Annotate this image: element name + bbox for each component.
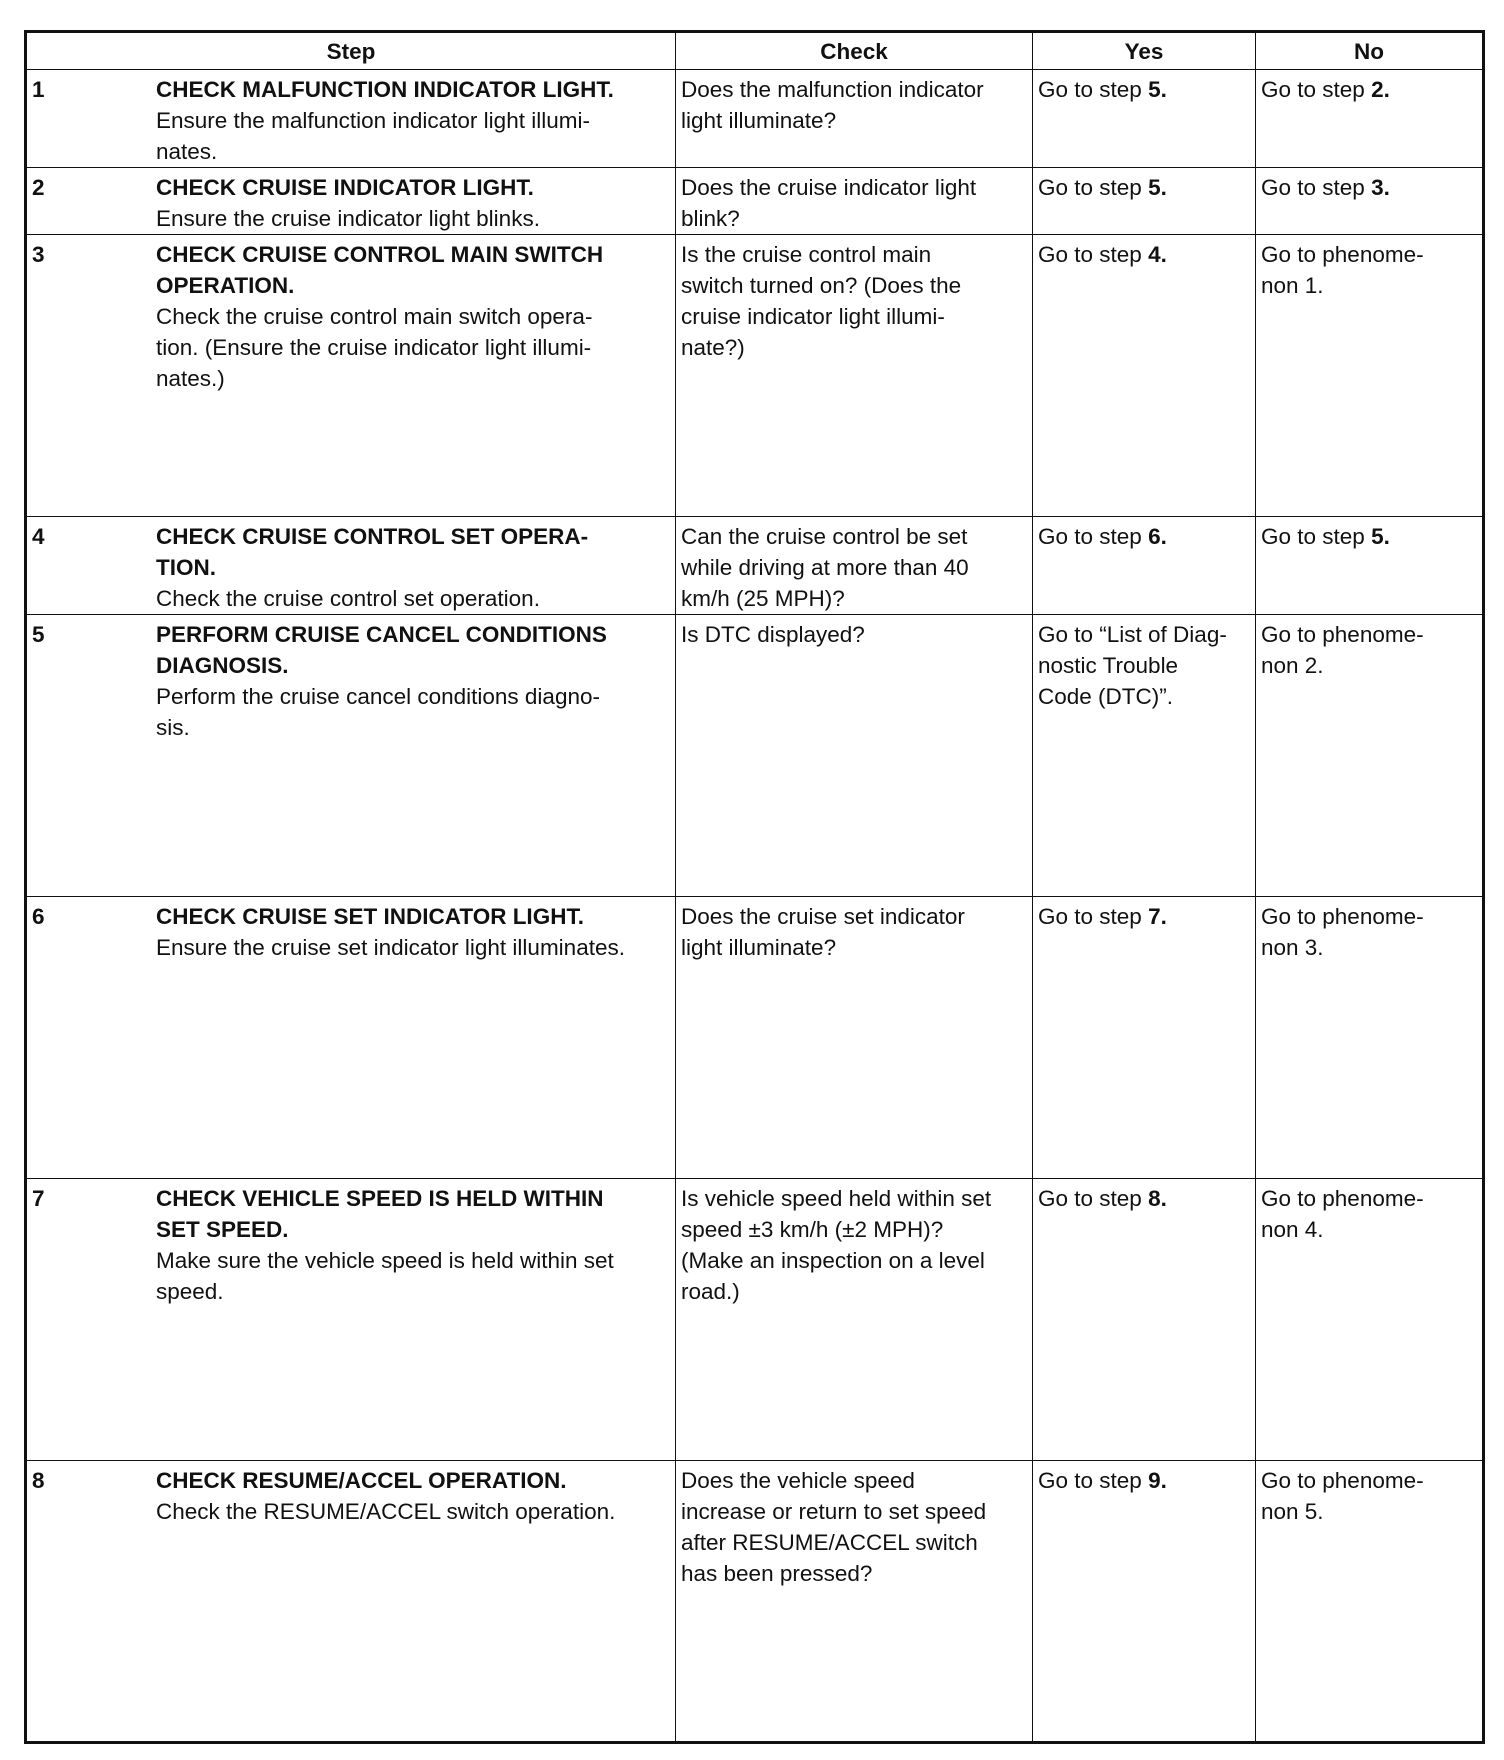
yes-step-ref: 6. [1148,524,1167,549]
step-description: Check the cruise control set operation. [156,586,540,611]
check-cell: Does the cruise set indicator light illuminate? [676,897,1033,1179]
no-text: Go to phenome- non 4. [1261,1186,1424,1242]
yes-text: Go to step [1038,77,1149,102]
no-step-ref: 3. [1371,175,1390,200]
table-row [26,1179,1484,1461]
yes-cell [1033,615,1256,897]
step-number: 3 [32,242,45,267]
yes-cell [1033,70,1256,168]
step-description: Ensure the cruise indicator light blinks. [156,206,540,231]
table-row [26,517,1484,615]
no-cell [1256,168,1484,235]
yes-step-ref: 4. [1148,242,1167,267]
step-cell [26,1461,676,1743]
yes-cell [1033,168,1256,235]
no-cell [1256,517,1484,615]
step-title: CHECK RESUME/ACCEL OPERATION. [156,1468,567,1493]
yes-text: Go to step [1038,242,1149,267]
check-cell: Is DTC displayed? [676,615,1033,897]
step-title: CHECK CRUISE INDICATOR LIGHT. [156,175,534,200]
step-description: Ensure the malfunction indicator light illumi- nates. [156,108,590,164]
step-number: 2 [32,175,45,200]
yes-cell [1033,897,1256,1179]
step-cell [26,517,676,615]
step-cell [26,235,676,517]
step-description: Check the RESUME/ACCEL switch operation. [156,1499,616,1524]
header-yes: Yes [1033,32,1256,70]
step-title: CHECK CRUISE CONTROL SET OPERA- TION. [156,524,589,580]
yes-step-ref: 7. [1148,904,1167,929]
yes-text: Go to step [1038,1186,1149,1211]
yes-text: Go to step [1038,1468,1149,1493]
no-text: Go to phenome- non 5. [1261,1468,1424,1524]
header-check: Check [676,32,1033,70]
table-row [26,235,1484,517]
step-number: 8 [32,1468,45,1493]
check-cell: Does the vehicle speed increase or return to set speed after RESUME/ACCEL switch has been pressed? [676,1461,1033,1743]
no-cell [1256,70,1484,168]
no-text: Go to step [1261,175,1372,200]
yes-text: Go to step [1038,175,1149,200]
table-row [26,615,1484,897]
table-row [26,1461,1484,1743]
no-cell [1256,1461,1484,1743]
step-description: Perform the cruise cancel conditions diagno- sis. [156,684,600,740]
step-cell [26,615,676,897]
no-cell [1256,1179,1484,1461]
yes-step-ref: 8. [1148,1186,1167,1211]
step-number: 4 [32,524,45,549]
no-text: Go to phenome- non 1. [1261,242,1424,298]
check-cell: Does the cruise indicator light blink? [676,168,1033,235]
step-title: PERFORM CRUISE CANCEL CONDITIONS DIAGNOSIS. [156,622,607,678]
step-title: CHECK CRUISE CONTROL MAIN SWITCH OPERATION. [156,242,604,298]
step-title: CHECK CRUISE SET INDICATOR LIGHT. [156,904,584,929]
no-cell [1256,235,1484,517]
table-row [26,897,1484,1179]
no-text: Go to step [1261,524,1372,549]
no-text: Go to phenome- non 3. [1261,904,1424,960]
step-cell [26,70,676,168]
header-no: No [1256,32,1484,70]
no-cell [1256,615,1484,897]
step-number: 6 [32,904,45,929]
yes-step-ref: 5. [1148,77,1167,102]
step-cell [26,1179,676,1461]
step-number: 5 [32,622,45,647]
step-cell [26,168,676,235]
yes-cell [1033,517,1256,615]
step-cell [26,897,676,1179]
yes-step-ref: 5. [1148,175,1167,200]
yes-text: Go to step [1038,524,1149,549]
no-text: Go to step [1261,77,1372,102]
diagnostic-table [24,30,1485,1744]
no-step-ref: 5. [1371,524,1390,549]
check-cell: Does the malfunction indicator light illuminate? [676,70,1033,168]
step-number: 1 [32,77,45,102]
step-description: Check the cruise control main switch opera- tion. (Ensure the cruise indicator light illumi- nates.) [156,304,593,391]
step-description: Ensure the cruise set indicator light illuminates. [156,935,625,960]
check-cell: Is the cruise control main switch turned on? (Does the cruise indicator light illumi- nate?) [676,235,1033,517]
table-row [26,168,1484,235]
step-description: Make sure the vehicle speed is held within set speed. [156,1248,614,1304]
check-cell: Is vehicle speed held within set speed ±3 km/h (±2 MPH)? (Make an inspection on a level road.) [676,1179,1033,1461]
yes-cell [1033,235,1256,517]
step-title: CHECK MALFUNCTION INDICATOR LIGHT. [156,77,614,102]
step-number: 7 [32,1186,45,1211]
check-cell: Can the cruise control be set while driving at more than 40 km/h (25 MPH)? [676,517,1033,615]
header-step: Step [26,32,676,70]
step-title: CHECK VEHICLE SPEED IS HELD WITHIN SET SPEED. [156,1186,604,1242]
header-row [26,32,1484,70]
no-step-ref: 2. [1371,77,1390,102]
yes-text: Go to “List of Diag- nostic Trouble Code (DTC)”. [1038,622,1227,709]
no-cell [1256,897,1484,1179]
yes-cell [1033,1461,1256,1743]
yes-step-ref: 9. [1148,1468,1167,1493]
no-text: Go to phenome- non 2. [1261,622,1424,678]
table-row [26,70,1484,168]
yes-cell [1033,1179,1256,1461]
yes-text: Go to step [1038,904,1149,929]
